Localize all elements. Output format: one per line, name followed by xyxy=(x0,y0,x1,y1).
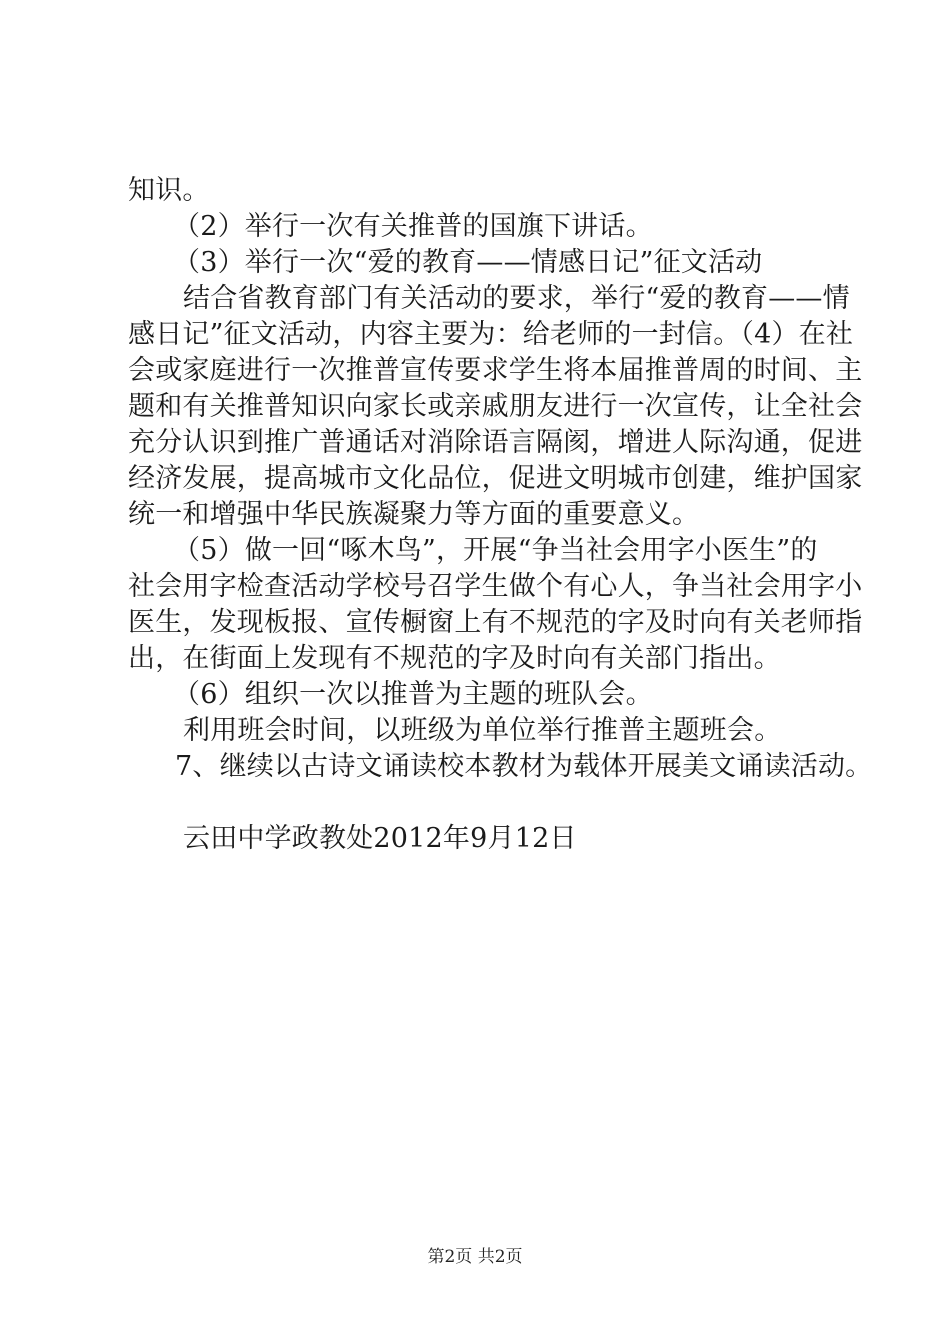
text-line-8: 充分认识到推广普通话对消除语言隔阂，增进人际沟通，促进 xyxy=(128,427,863,458)
text-line-10: 统一和增强中华民族凝聚力等方面的重要意义。 xyxy=(128,499,700,530)
text-line-15: （6）组织一次以推普为主题的班队会。 xyxy=(173,679,653,710)
text-line-6: 会或家庭进行一次推普宣传要求学生将本届推普周的时间、主 xyxy=(128,355,863,386)
text-line-7: 题和有关推普知识向家长或亲戚朋友进行一次宣传，让全社会 xyxy=(128,391,863,422)
text-line-13: 医生，发现板报、宣传橱窗上有不规范的字及时向有关老师指 xyxy=(128,607,863,638)
text-line-3: （3）举行一次“爱的教育——情感日记”征文活动 xyxy=(173,247,763,278)
text-line-14: 出，在街面上发现有不规范的字及时向有关部门指出。 xyxy=(128,643,781,674)
text-line-5: 感日记”征文活动，内容主要为：给老师的一封信。（4）在社 xyxy=(128,319,854,350)
text-line-11: （5）做一回“啄木鸟”，开展“争当社会用字小医生”的 xyxy=(173,535,818,566)
text-line-17: 7、继续以古诗文诵读校本教材为载体开展美文诵读活动。 xyxy=(175,751,873,782)
text-line-2: （2）举行一次有关推普的国旗下讲话。 xyxy=(173,211,653,242)
text-line-9: 经济发展，提高城市文化品位，促进文明城市创建，维护国家 xyxy=(128,463,863,494)
text-line-12: 社会用字检查活动学校号召学生做个有心人，争当社会用字小 xyxy=(128,571,863,602)
text-line-16: 利用班会时间，以班级为单位举行推普主题班会。 xyxy=(183,715,782,746)
text-line-1: 知识。 xyxy=(128,175,210,206)
signature-line: 云田中学政教处2012年9月12日 xyxy=(183,823,577,854)
page-footer: 第2页 共2页 xyxy=(427,1247,523,1267)
text-line-4: 结合省教育部门有关活动的要求，举行“爱的教育——情 xyxy=(183,283,850,314)
